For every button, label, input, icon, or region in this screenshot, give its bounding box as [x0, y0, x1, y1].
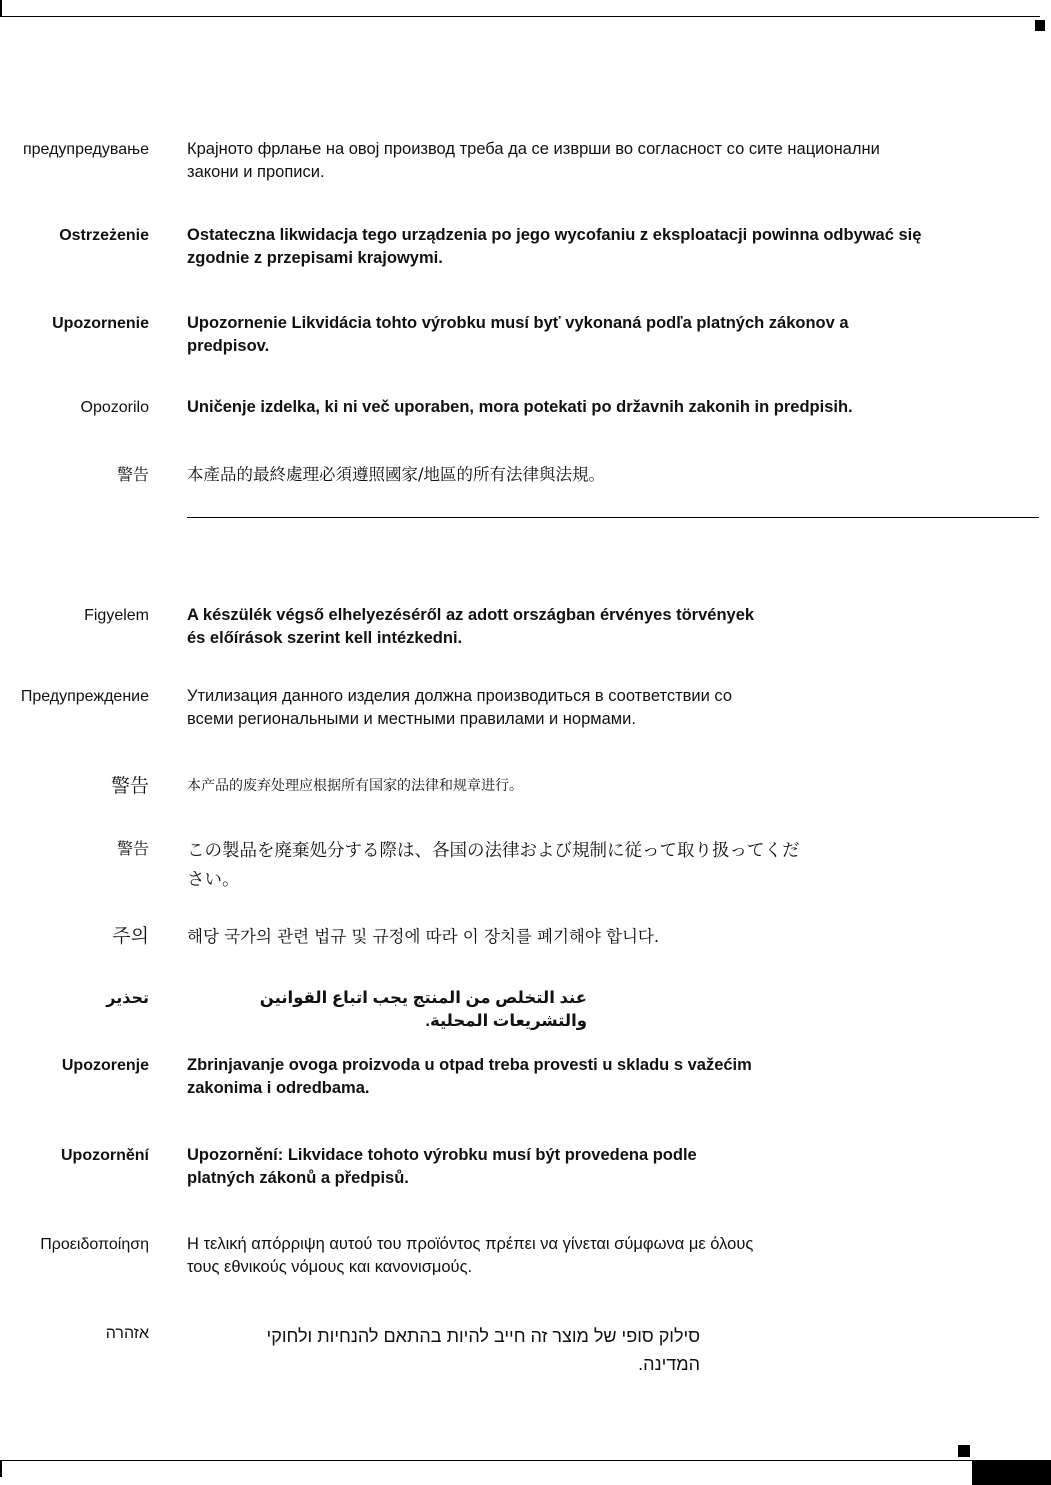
header-rule [0, 16, 1040, 17]
warning-text [187, 224, 921, 270]
warning-text [187, 604, 754, 650]
text-line: عند التخلص من المنتج يجب اتباع القوانين والتشريعات المحلية. [259, 989, 587, 1030]
warning-label: Upozornenie [52, 315, 149, 332]
text-line: Утилизация данного изделия должна производиться в соответствии со [187, 687, 733, 705]
text-line: τους εθνικούς νόμους και κανονισμούς. [187, 1258, 473, 1276]
warning-text [187, 1054, 752, 1100]
warning-text [187, 1144, 697, 1190]
section-divider [187, 517, 1039, 518]
text-line: zgodnie z przepisami krajowymi. [187, 249, 443, 267]
text-line: המדינה. [638, 1354, 700, 1374]
top-margin-tick [0, 0, 2, 17]
text-line: Η τελική απόρριψη αυτού του προϊόντος πρέπει να γίνεται σύμφωνα με όλους [187, 1235, 754, 1253]
text-line: és előírások szerint kell intézkedni. [187, 629, 463, 647]
warning-label: 警告 [110, 775, 149, 797]
text-line: 해당 국가의 관련 법규 및 규정에 따라 이 장치를 폐기해야 합니다. [187, 927, 660, 946]
text-line: всеми региональными и местными правилами и нормами. [187, 710, 636, 728]
warning-text [187, 138, 880, 184]
warning-text [187, 987, 587, 1033]
text-line: この製品を廃棄処分する際は、各国の法律および規制に従って取り扱ってくだ [187, 841, 800, 861]
warning-text [187, 1322, 700, 1378]
text-line: Ostateczna likwidacja tego urządzenia po jego wycofaniu z eksploatacji powinna odbywać się [187, 226, 922, 244]
warning-label: Ostrzeżenie [59, 227, 149, 244]
text-line: Uničenje izdelka, ki ni več uporaben, mora potekati po državnih zakonih in predpisih. [187, 398, 853, 416]
warning-label: Предупреждение [20, 688, 149, 705]
warning-label: 警告 [116, 465, 149, 484]
warning-label: אזהרה [105, 1325, 149, 1342]
warning-label: Upozornění [61, 1147, 149, 1164]
text-line: Upozornenie Likvidácia tohto výrobku musí byť vykonaná podľa platných zákonov a [187, 314, 849, 332]
footer-marker [958, 1445, 970, 1457]
text-line: Upozornění: Likvidace tohoto výrobku musí být provedena podle [187, 1146, 697, 1164]
text-line: predpisov. [187, 337, 270, 355]
warning-label: Προειδοποίηση [40, 1236, 149, 1253]
text-line: A készülék végső elhelyezéséről az adott országban érvényes törvények [187, 606, 755, 624]
text-line: 本产品的废弃处理应根据所有国家的法律和规章进行。 [187, 778, 523, 794]
warning-label: 주의 [112, 925, 149, 947]
text-line: סילוק סופי של מוצר זה חייב להיות בהתאם להנחיות ולחוקי [266, 1326, 700, 1346]
warning-text [187, 837, 800, 895]
warning-text [187, 775, 523, 798]
warning-label: Opozorilo [80, 399, 149, 416]
warning-text [187, 396, 853, 419]
text-line: Zbrinjavanje ovoga proizvoda u otpad treba provesti u skladu s važećim [187, 1056, 752, 1074]
text-line: さい。 [187, 870, 240, 890]
text-line: zakonima i odredbama. [187, 1079, 370, 1097]
header-marker [1035, 20, 1045, 31]
footer-page-tab [972, 1460, 1051, 1485]
text-line: закони и прописи. [187, 163, 325, 181]
warning-label: Figyelem [84, 607, 149, 624]
warning-text [187, 312, 849, 358]
footer-rule [0, 1460, 972, 1461]
warning-text [187, 925, 659, 948]
warning-label: تحذير [106, 990, 149, 1007]
text-line: Крајното фрлање на овој производ треба да се изврши во согласност со сите национални [187, 140, 880, 158]
text-line: platných zákonů a předpisů. [187, 1169, 409, 1187]
warning-text [187, 463, 605, 486]
warning-label: предупредување [22, 141, 149, 158]
warning-text [187, 685, 732, 731]
warning-label: 警告 [116, 839, 149, 858]
warning-label: Upozorenje [61, 1057, 149, 1074]
text-line: 本產品的最終處理必須遵照國家/地區的所有法律與法規。 [187, 465, 606, 484]
bottom-margin-tick [0, 1460, 2, 1477]
warning-text [187, 1233, 753, 1279]
